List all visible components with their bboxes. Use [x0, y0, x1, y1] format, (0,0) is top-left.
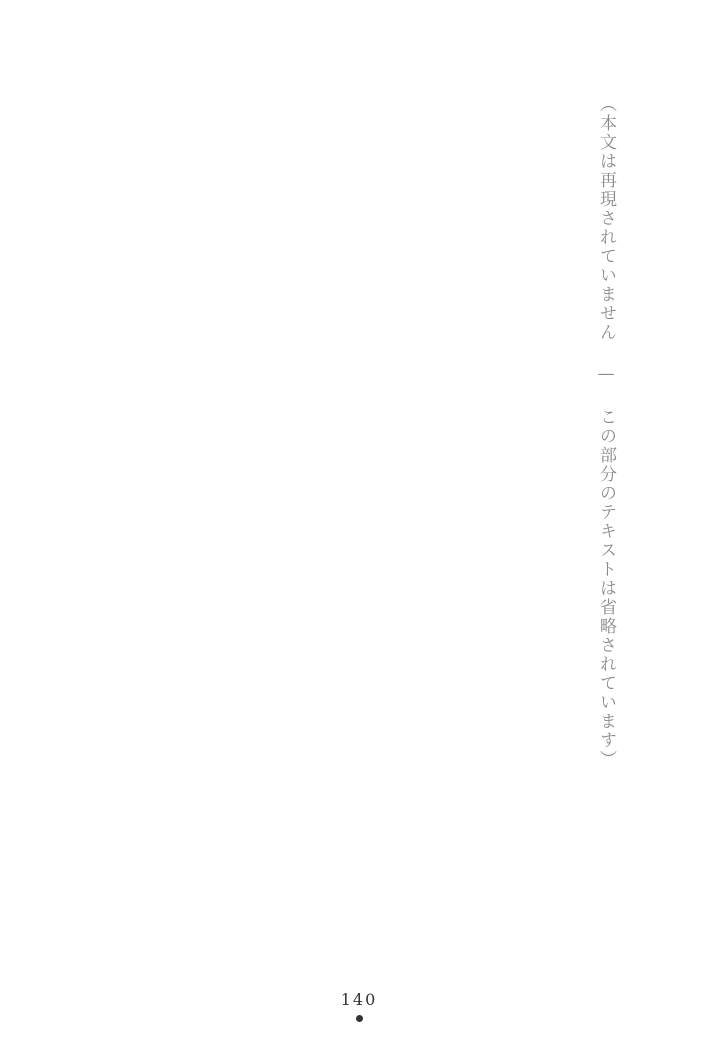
- body-text-placeholder: （本文は再現されていません — この部分のテキストは省略されています）: [596, 95, 616, 769]
- page-number: 140: [340, 990, 378, 1009]
- page-footer: [0, 990, 718, 1022]
- body-text-area: [95, 95, 623, 930]
- footer-dot-icon: [356, 1015, 363, 1022]
